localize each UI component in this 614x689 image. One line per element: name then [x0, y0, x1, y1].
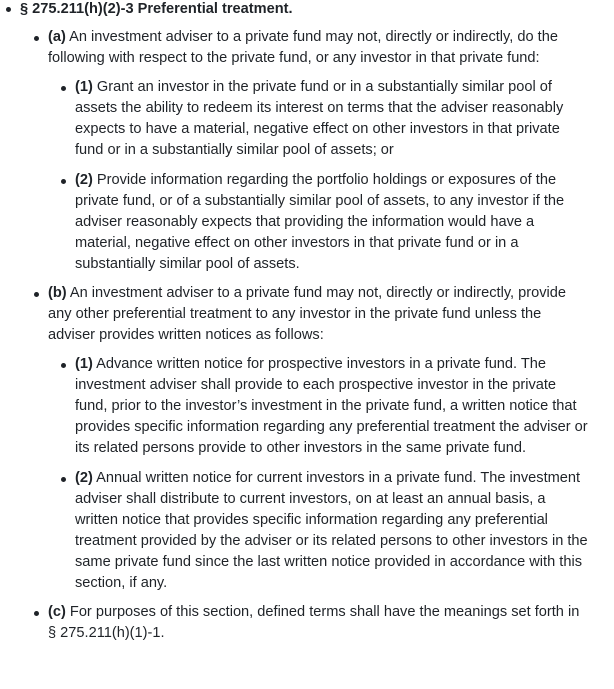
- subsection-a-body: An investment adviser to a private fund may not, directly or indirectly, do the following with respect to the private fund, or any investor in that private fund:: [48, 29, 558, 66]
- subsection-a: [0, 27, 614, 275]
- subsection-c-text: [48, 602, 614, 644]
- paragraph-a2-body: Provide information regarding the portfolio holdings or exposures of the private fund, or of a substantially similar pool of assets, to any investor if the adviser reasonably expects that providing the information would have a material, negative effect on other investors in that private fund or in a substantially similar pool of assets.: [75, 172, 565, 272]
- section-heading: § 275.211(h)(2)-3 Preferential treatment.: [20, 1, 293, 17]
- subsection-a-paragraphs: [48, 77, 614, 275]
- paragraph-a1: [48, 77, 614, 161]
- paragraph-b1: [48, 354, 614, 459]
- subsection-c: [0, 602, 614, 644]
- paragraph-b2-body: Annual written notice for current investors in a private fund. The investment adviser shall distribute to current investors, on at least an annual basis, a written notice that provides specific information regarding any preferential treatment provided by the adviser or its related persons to other investors in the same private fund since the last written notice provided in accordance with this section, if any.: [75, 470, 588, 591]
- subsection-list: [20, 27, 614, 644]
- subsection-b-text: [48, 283, 614, 346]
- paragraph-b1-mark: (1): [75, 356, 93, 372]
- subsection-b-body: An investment adviser to a private fund may not, directly or indirectly, provide any other preferential treatment to any investor in the private fund unless the adviser provides written notices as follows:: [48, 285, 567, 343]
- paragraph-b2-mark: (2): [75, 470, 93, 486]
- paragraph-a2: [48, 170, 614, 275]
- paragraph-a2-mark: (2): [75, 172, 93, 188]
- subsection-c-mark: (c): [48, 604, 66, 620]
- subsection-b-mark: (b): [48, 285, 67, 301]
- subsection-b: [0, 283, 614, 594]
- paragraph-b2-text: [75, 468, 614, 594]
- paragraph-a1-body: Grant an investor in the private fund or in a substantially similar pool of assets the ability to redeem its interest on terms that the adviser reasonably expects to have a material, negative effect on other investors in that private fund or in a substantially similar pool of assets; or: [75, 79, 564, 158]
- paragraph-b1-body: Advance written notice for prospective investors in a private fund. The investment adviser shall provide to each prospective investor in the private fund, prior to the investor’s investment in the private fund, a written notice that provides specific information regarding any preferential treatment the adviser or its related persons provide to other investors in the same private fund.: [75, 356, 588, 456]
- subsection-c-body: For purposes of this section, defined terms shall have the meanings set forth in § 275.211(h)(1)-1.: [48, 604, 580, 641]
- paragraph-b1-text: [75, 354, 614, 459]
- paragraph-b2: [48, 468, 614, 594]
- subsection-a-mark: (a): [48, 29, 66, 45]
- paragraph-a2-text: [75, 170, 614, 275]
- subsection-b-paragraphs: [48, 354, 614, 594]
- paragraph-a1-mark: (1): [75, 79, 93, 95]
- paragraph-a1-text: [75, 77, 614, 161]
- subsection-a-text: [48, 27, 614, 69]
